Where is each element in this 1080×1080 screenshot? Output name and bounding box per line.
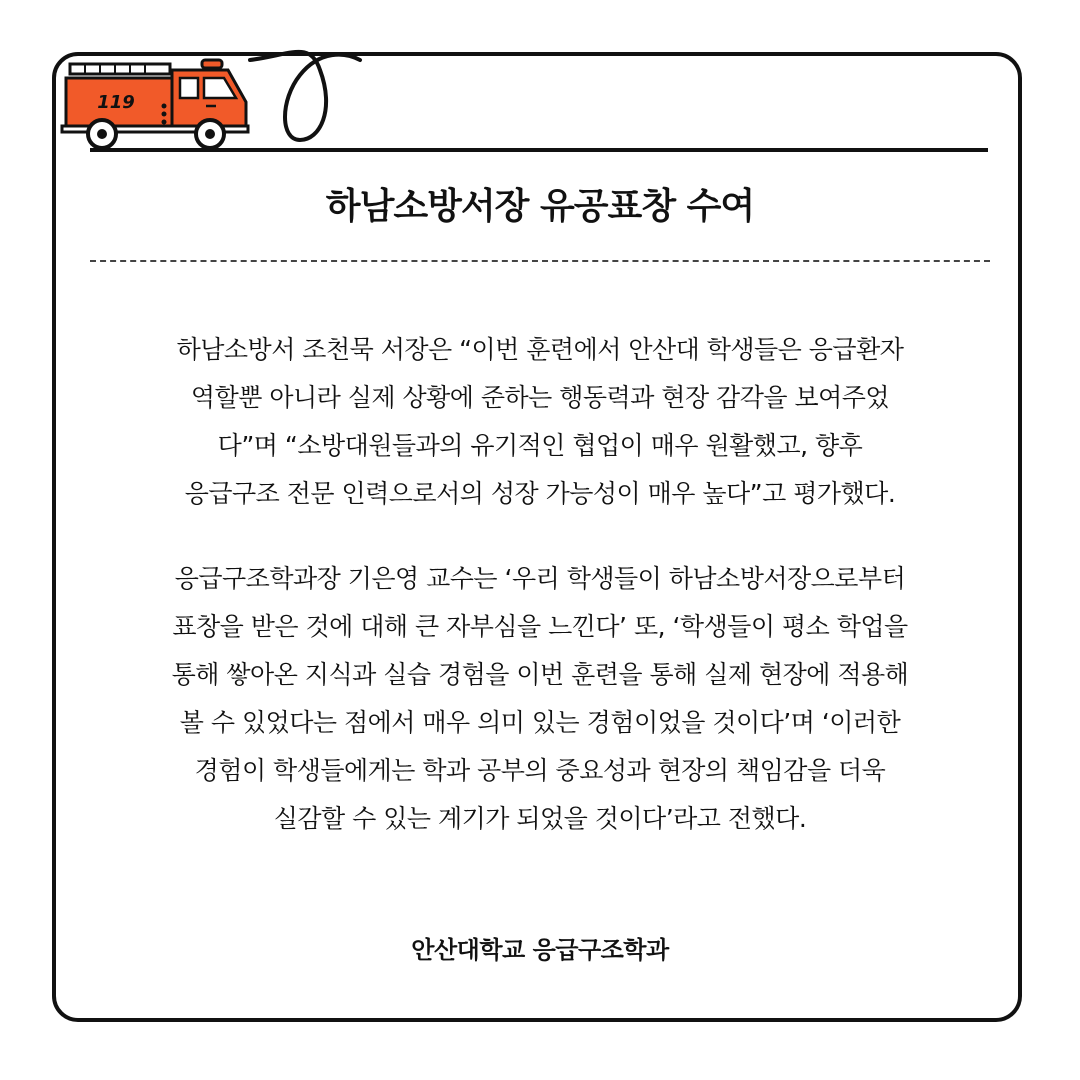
- paragraph-line: 볼 수 있었다는 점에서 매우 의미 있는 경험이었을 것이다’며 ‘이러한: [179, 708, 901, 737]
- paragraph-line: 다”며 “소방대원들과의 유기적인 협업이 매우 원활했고, 향후: [217, 431, 863, 460]
- truck-number: 119: [97, 92, 135, 113]
- paragraph-line: 하남소방서 조천묵 서장은 “이번 훈련에서 안산대 학생들은 응급환자: [176, 335, 904, 364]
- paragraph-line: 경험이 학생들에게는 학과 공부의 중요성과 현장의 책임감을 더욱: [194, 756, 886, 785]
- paragraph-line: 역할뿐 아니라 실제 상황에 준하는 행동력과 현장 감각을 보여주었: [190, 383, 890, 412]
- page-title: 하남소방서장 유공표창 수여: [325, 186, 755, 227]
- paragraph-line: 응급구조 전문 인력으로서의 성장 가능성이 매우 높다”고 평가했다.: [184, 479, 896, 508]
- dashed-divider: [90, 260, 990, 262]
- paragraph-line: 표창을 받은 것에 대해 큰 자부심을 느낀다’ 또, ‘학생들이 평소 학업을: [172, 612, 908, 641]
- paragraph-line: 실감할 수 있는 계기가 되었을 것이다’라고 전했다.: [273, 804, 807, 833]
- paragraph-2: [100, 555, 980, 843]
- paragraph-line: 응급구조학과장 기은영 교수는 ‘우리 학생들이 하남소방서장으로부터: [174, 564, 906, 593]
- fire-truck-icon: [60, 56, 252, 152]
- paragraph-line: 통해 쌓아온 지식과 실습 경험을 이번 훈련을 통해 실제 현장에 적용해: [171, 660, 909, 689]
- paragraph-1: [100, 326, 980, 518]
- footer-department: 안산대학교 응급구조학과: [411, 936, 669, 964]
